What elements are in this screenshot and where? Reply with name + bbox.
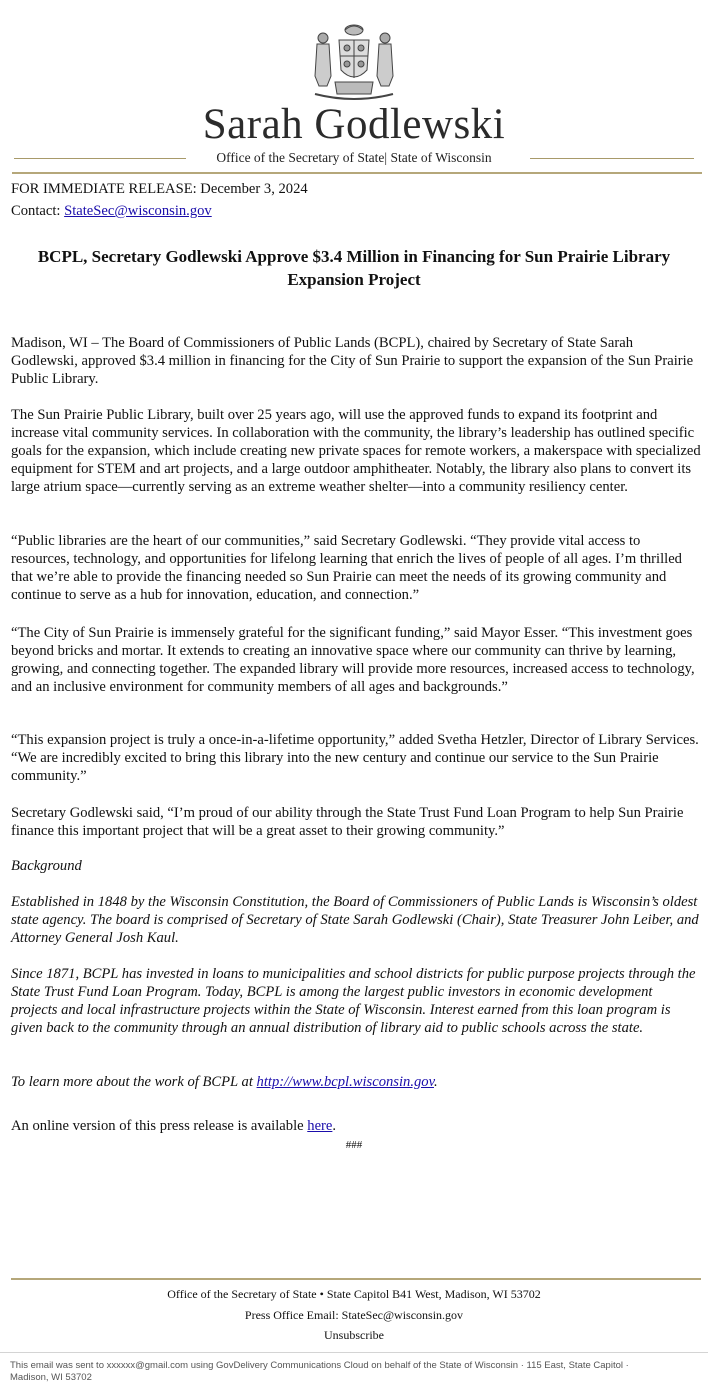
paragraph-4: “The City of Sun Prairie is immensely grateful for the significant funding,” said Mayor Esser. “This investment goes beyond bricks and mortar. It extends to creating an innovative space where our community can thrive by learning, growing, and connecting together. The expanded library will provide more resources, increased access to technology, and an inclusive environment for community members of all ages and backgrounds.” [11, 625, 695, 695]
background-heading: Background [11, 858, 82, 874]
release-date: FOR IMMEDIATE RELEASE: December 3, 2024 [11, 181, 308, 197]
footer-address: Office of the Secretary of State • State Capitol B41 West, Madison, WI 53702 [167, 1287, 541, 1301]
unsubscribe-link[interactable]: Unsubscribe [324, 1328, 384, 1342]
disclaimer-text: This email was sent to xxxxxx@gmail.com using GovDelivery Communications Cloud on behalf of the State of Wisconsin · 115 East, State Capitol · Madison, WI 53702 [10, 1360, 629, 1383]
header-rule-right [530, 158, 694, 159]
footer-press-email: Press Office Email: StateSec@wisconsin.gov [244, 1308, 464, 1322]
online-version-link[interactable]: here [307, 1118, 333, 1134]
contact-label: Contact: [11, 203, 65, 219]
end-mark: ### [345, 1139, 363, 1151]
headline: BCPL, Secretary Godlewski Approve $3.4 Million in Financing for Sun Prairie Library Expansion Project [37, 247, 671, 289]
header-divider [12, 172, 702, 174]
state-seal-logo [305, 20, 403, 104]
online-suffix: . [332, 1118, 337, 1134]
paragraph-3: “Public libraries are the heart of our communities,” said Secretary Godlewski. “They provide vital access to resources, technology, and opportunities for lifelong learning that enrich the lives of people of all ages. I’m thrilled that we’re able to provide the financing needed so Sun Prairie can meet the needs of its growing community and continue to serve as a hub for innovation, education, and connection.” [11, 533, 682, 603]
background-paragraph-2: Since 1871, BCPL has invested in loans to municipalities and school districts for public purpose projects through the State Trust Fund Loan Program. Today, BCPL is among the largest public investors in economic development projects and local infrastructure projects within the State of Wisconsin. Interest earned from this loan program is given back to the community through an annual distribution of library aid to public schools across the state. [11, 966, 696, 1036]
contact-email-link[interactable]: StateSec@wisconsin.gov [64, 203, 212, 219]
learn-more-suffix: . [433, 1074, 438, 1090]
bcpl-website-link[interactable]: http://www.bcpl.wisconsin.gov [256, 1074, 434, 1090]
online-version-line [11, 1117, 701, 1135]
learn-more-line [11, 1073, 701, 1091]
header-office: Office of the Secretary of State| State of Wisconsin [216, 150, 492, 165]
paragraph-2: The Sun Prairie Public Library, built over 25 years ago, will use the approved funds to expand its footprint and increase vital community services. In collaboration with the community, the library’s leadership has outlined specific goals for the expansion, which include creating new private spaces for remote workers, a makerspace with specialized equipment for STEM and art projects, and a large outdoor amphitheater. Notably, the library also plans to convert its large atrium space—currently serving as an extreme weather shelter—into a community resiliency center. [11, 407, 701, 495]
header-name: Sarah Godlewski [202, 101, 506, 148]
footer-divider [11, 1278, 701, 1280]
background-paragraph-1: Established in 1848 by the Wisconsin Constitution, the Board of Commissioners of Public Lands is Wisconsin’s oldest state agency. The board is comprised of Secretary of State Sarah Godlewski (Chair), State Treasurer John Leiber, and Attorney General Josh Kaul. [11, 894, 699, 946]
disclaimer-divider [0, 1352, 708, 1353]
paragraph-1: Madison, WI – The Board of Commissioners of Public Lands (BCPL), chaired by Secretary of State Sarah Godlewski, approved $3.4 million in financing for the City of Sun Prairie to support the expansion of the Sun Prairie Public Library. [11, 335, 694, 387]
contact-line [11, 202, 701, 220]
paragraph-5: “This expansion project is truly a once-in-a-lifetime opportunity,” added Svetha Hetzler, Director of Library Services. “We are incredibly excited to bring this library into the new century and continue our service to the Sun Prairie community.” [11, 732, 699, 784]
learn-more-prefix: To learn more about the work of BCPL at [11, 1074, 257, 1090]
online-prefix: An online version of this press release is available [11, 1118, 308, 1134]
paragraph-6: Secretary Godlewski said, “I’m proud of our ability through the State Trust Fund Loan Program to help Sun Prairie finance this important project that will be a great asset to their growing community.” [11, 805, 684, 839]
